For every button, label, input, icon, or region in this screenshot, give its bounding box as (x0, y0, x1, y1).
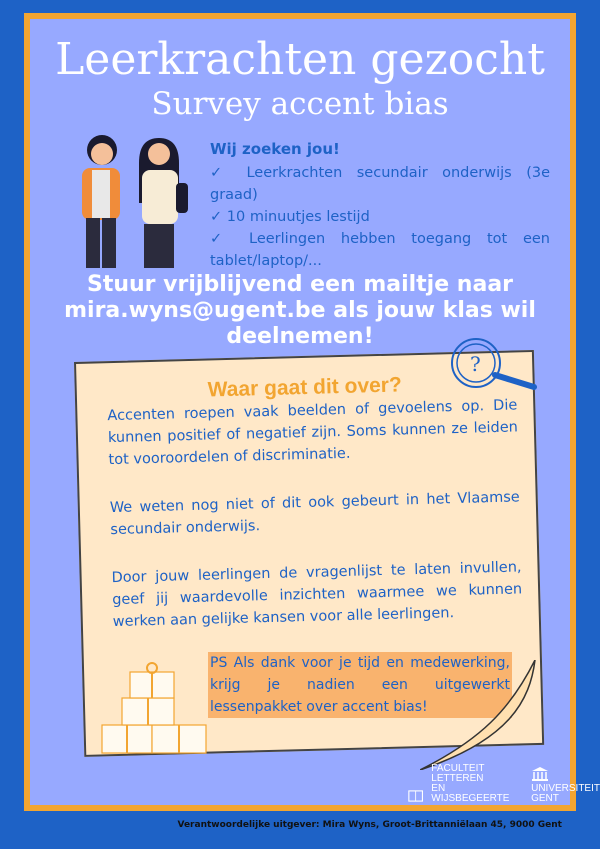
faculty-line: FACULTEIT LETTEREN (431, 763, 485, 784)
university-logo (531, 767, 600, 804)
ps-note: PS Als dank voor je tijd en medewerking, krijg je nadien een uitgewerkt lessenpakket over accent bias! (208, 652, 512, 718)
university-line: UNIVERSITEIT (531, 783, 600, 794)
requirement-item: ✓ Leerkrachten secundair onderwijs (3e graad) (210, 165, 550, 203)
teachers-illustration (64, 128, 212, 270)
gift-boxes-illustration (100, 660, 210, 755)
about-heading: Waar gaat dit over? (207, 373, 403, 402)
publisher-footer: Verantwoordelijke uitgever: Mira Wyns, Groot-Brittanniëlaan 45, 9000 Gent (177, 820, 562, 830)
poster-title: Leerkrachten gezocht (55, 34, 545, 85)
about-paragraph: Accenten roepen vaak beelden of gevoelens op. Die kunnen positief of negatief zijn. Soms kunnen ze leiden tot vooroordelen of discriminatie. (107, 397, 519, 469)
faculty-logo (431, 764, 523, 804)
about-paragraph: Door jouw leerlingen de vragenlijst te laten invullen, geef jij waardevolle inzichten waarmee we kunnen werken aan gelijke kansen voor alle leerlingen. (111, 559, 523, 631)
requirements-heading: Wij zoeken jou! (210, 140, 340, 158)
poster-subtitle: Survey accent bias (151, 86, 449, 122)
building-icon (531, 767, 549, 781)
requirements-section (210, 140, 550, 272)
university-line: GENT (531, 793, 559, 804)
logos (408, 764, 600, 804)
faculty-line: EN WIJSBEGEERTE (431, 783, 510, 804)
page-curl (420, 660, 540, 770)
magnifier-question-icon (448, 335, 538, 395)
requirement-item: ✓ 10 minuutjes lestijd (210, 209, 370, 225)
svg-text:?: ? (470, 352, 481, 376)
call-to-action: Stuur vrijblijvend een mailtje naar mira.wyns@ugent.be als jouw klas wil deelnemen! (64, 272, 536, 349)
about-paragraph: We weten nog niet of dit ook gebeurt in het Vlaamse secundair onderwijs. (109, 489, 520, 539)
book-icon (408, 788, 423, 804)
requirement-item: ✓ Leerlingen hebben toegang tot een tablet/laptop/... (210, 231, 550, 269)
requirements-list (210, 162, 550, 272)
